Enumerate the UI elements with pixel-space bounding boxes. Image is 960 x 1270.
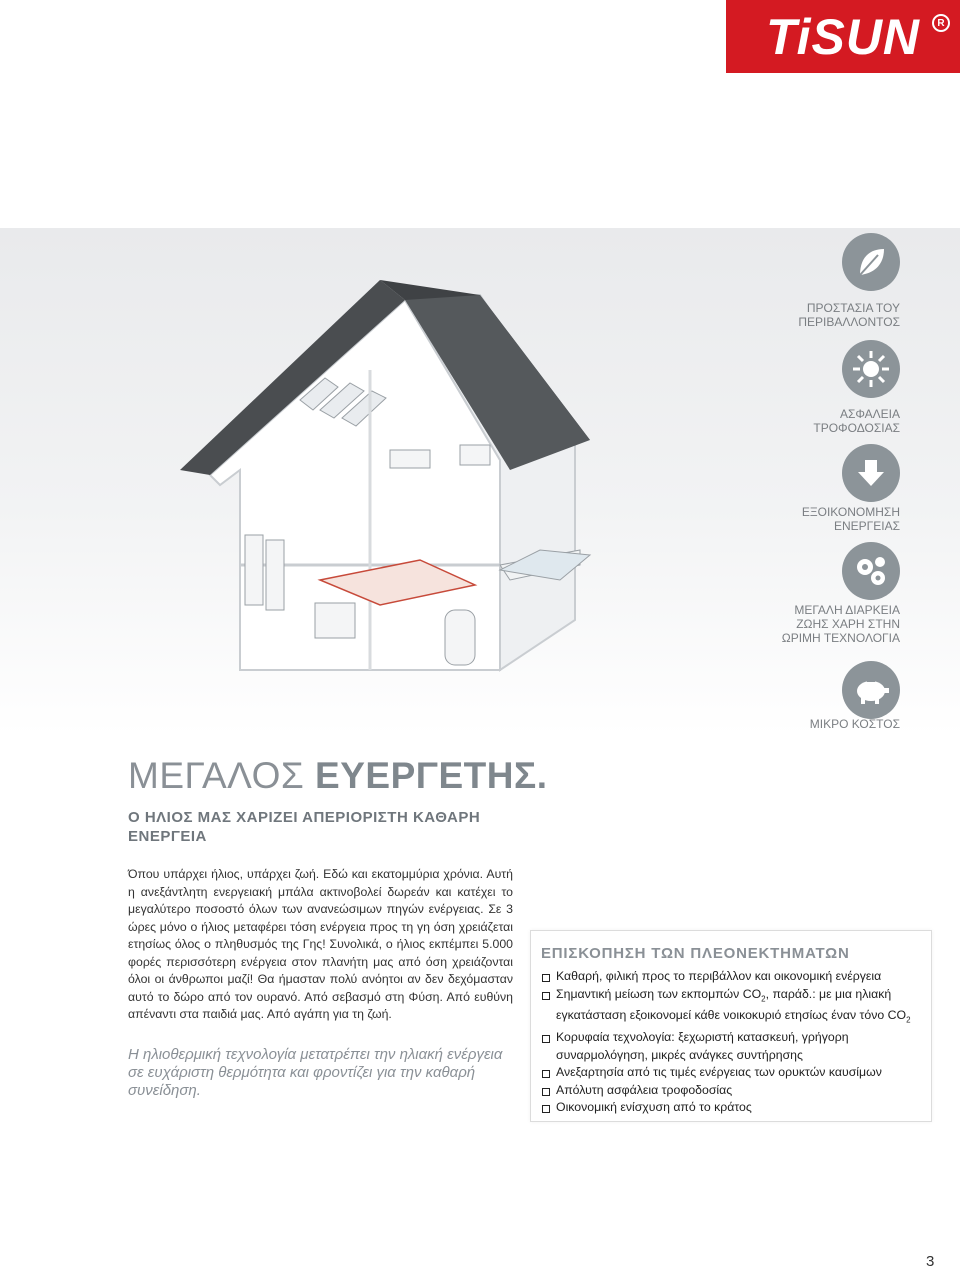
page-title-bold: ΕΥΕΡΓΕΤΗΣ. xyxy=(315,755,548,796)
advantages-list xyxy=(541,968,921,1117)
list-item: Οικονομική ενίσχυση από το κράτος xyxy=(541,1099,921,1117)
body-paragraph: Όπου υπάρχει ήλιος, υπάρχει ζωή. Εδώ και εκατομμύρια χρόνια. Αυτή η ανεξάντλητη ενεργειακή μπάλα ακτινοβολεί δωρεάν και κατέχει το μεγαλύτερο ποσοστό όλων των ανανεώσιμων πηγών ενέργειας. Σε 3 ώρες μόνο ο ήλιος μεταφέρει τόση ενέργεια προς τη γη όση χρειάζεται ετησίως όλος ο πληθυσμός της Γης! Συνολικά, ο ήλιος εκπέμπει 5.000 φορές περισσότερη ενέργεια στον πλανήτη μας από όση χρειάζονται όλοι οι άνθρωποι μαζί! Θα ήμασταν πολύ ανόητοι αν δεν δεχόμασταν αυτό το δώρο από τον ουρανό. Από σεβασμό στη Φύση. Από ευθύνη απέναντι στα παιδιά μας. Από αγάπη για τη ζωή. xyxy=(128,867,513,1021)
advantages-title: ΕΠΙΣΚΟΠΗΣΗ ΤΩΝ ΠΛΕΟΝΕΚΤΗΜΑΤΩΝ xyxy=(541,945,850,962)
page-title-light: ΜΕΓΑΛΟΣ xyxy=(128,755,316,796)
page-title xyxy=(128,756,547,796)
brand-name: TiSUN xyxy=(765,8,921,65)
house-illustration xyxy=(180,260,650,710)
benefit-label-savings: ΕΞΟΙΚΟΝΟΜΗΣΗ ΕΝΕΡΓΕΙΑΣ xyxy=(801,505,900,533)
list-item: Κορυφαία τεχνολογία: ξεχωριστή κατασκευή, γρήγορη συναρμολόγηση, μικρές ανάγκες συντήρησης xyxy=(541,1029,921,1064)
list-item: Απόλυτη ασφάλεια τροφοδοσίας xyxy=(541,1082,921,1100)
down-arrow-icon xyxy=(842,444,900,502)
leaf-icon xyxy=(842,233,900,291)
sun-icon xyxy=(842,340,900,398)
registered-mark: R xyxy=(932,14,950,32)
benefit-label-supply: ΑΣΦΑΛΕΙΑ ΤΡΟΦΟΔΟΣΙΑΣ xyxy=(813,407,900,435)
list-item: Ανεξαρτησία από τις τιμές ενέργειας των ορυκτών καυσίμων xyxy=(541,1064,921,1082)
list-item: Καθαρή, φιλική προς το περιβάλλον και οικονομική ενέργεια xyxy=(541,968,921,986)
gears-icon xyxy=(842,542,900,600)
subheading: Ο ΗΛΙΟΣ ΜΑΣ ΧΑΡΙΖΕΙ ΑΠΕΡΙΟΡΙΣΤΗ ΚΑΘΑΡΗ ΕΝΕΡΓΕΙΑ xyxy=(128,809,481,845)
benefit-label-cost: ΜΙΚΡΟ ΚΟΣΤΟΣ xyxy=(809,717,900,731)
brand-logo xyxy=(726,0,960,73)
piggy-bank-icon xyxy=(842,661,900,719)
pull-quote: Η ηλιοθερμική τεχνολογία μετατρέπει την ηλιακή ενέργεια σε ευχάριστη θερμότητα και φροντίζει για την καθαρή συνείδηση. xyxy=(128,1046,503,1099)
list-item: Σημαντική μείωση των εκπομπών $CO_2$, παράδ.: με μια ηλιακή εγκατάσταση εξοικονομεί κάθε νοικοκυριό ετησίως έναν τόνο $CO_2$ xyxy=(541,986,921,1030)
page-number: 3 xyxy=(926,1253,935,1270)
advantages-box xyxy=(530,930,932,1122)
benefit-label-durability: ΜΕΓΑΛΗ ΔΙΑΡΚΕΙΑ ΖΩΗΣ ΧΑΡΗ ΣΤΗΝ ΩΡΙΜΗ ΤΕΧΝΟΛΟΓΙΑ xyxy=(781,603,900,645)
benefit-label-environment: ΠΡΟΣΤΑΣΙΑ ΤΟΥ ΠΕΡΙΒΑΛΛΟΝΤΟΣ xyxy=(798,301,900,329)
